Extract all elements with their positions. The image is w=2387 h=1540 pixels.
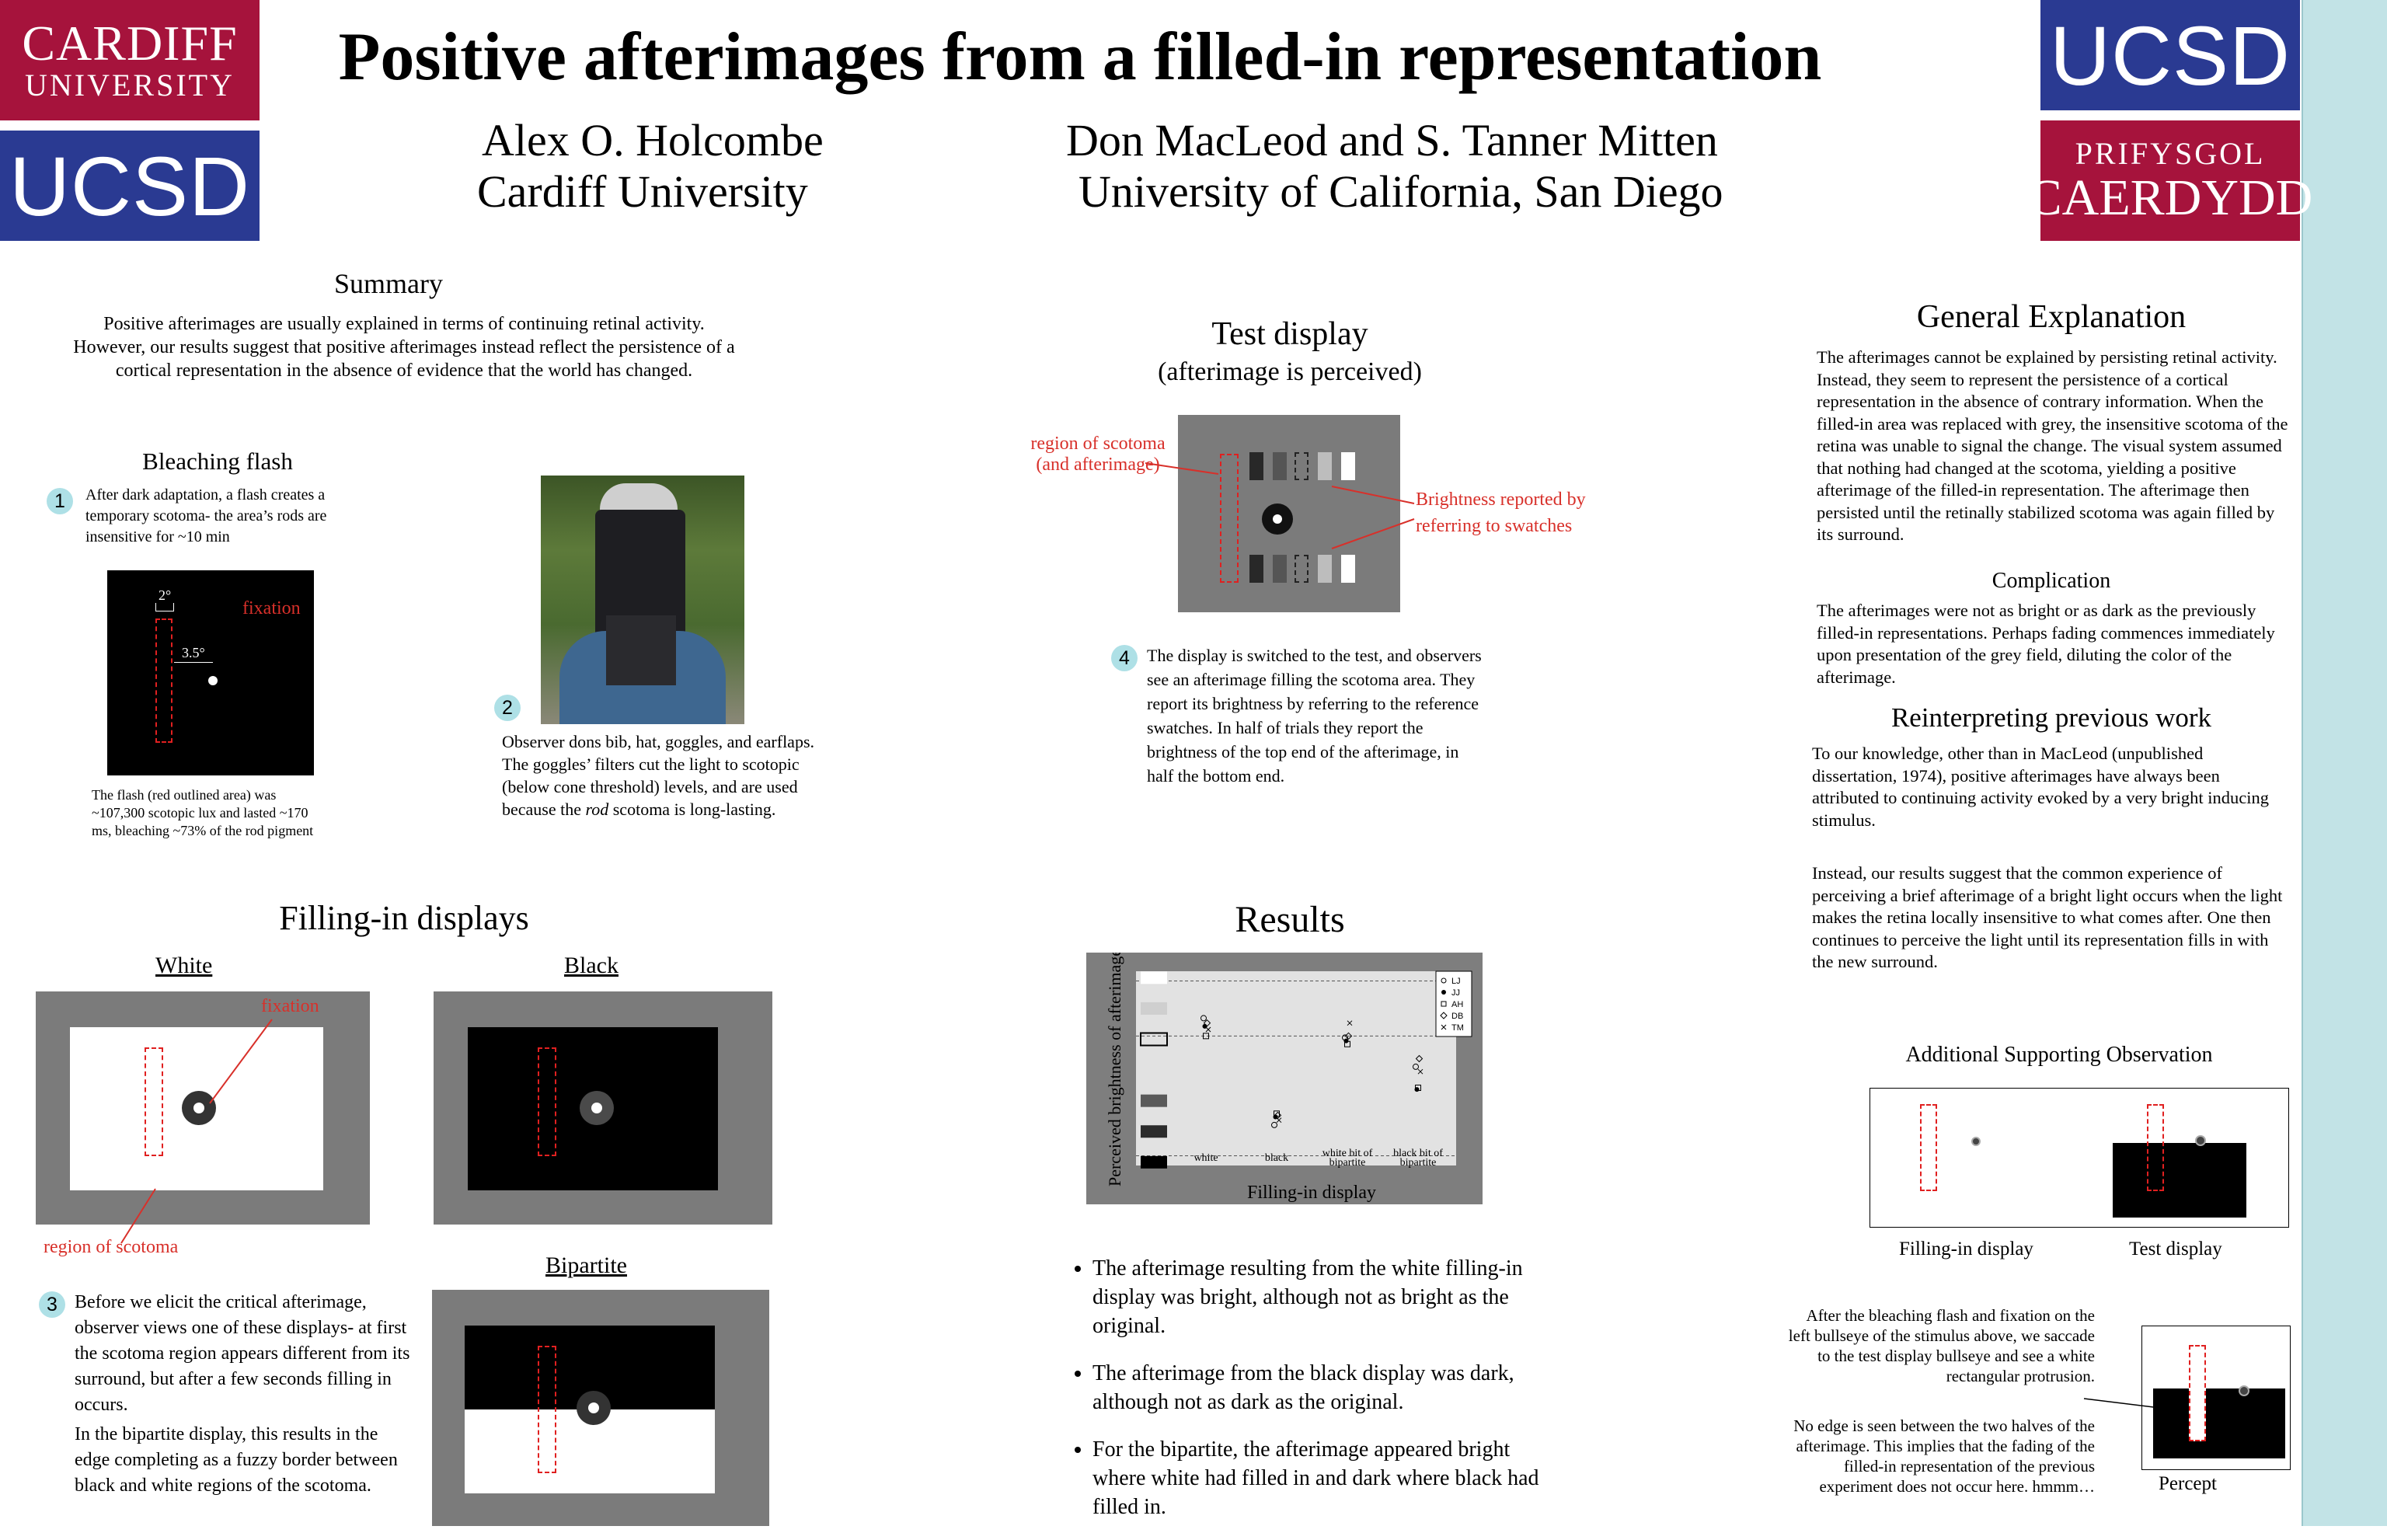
chart-swatch-6 [1141, 1156, 1167, 1169]
chart-ylabel: Perceived brightness of afterimage [1105, 953, 1124, 1187]
author-left-affil: Cardiff University [477, 166, 808, 217]
percept-label: Percept [2159, 1473, 2217, 1494]
chart-xtick-4: black bit of bipartite [1393, 1148, 1443, 1169]
white-fixation-label: fixation [261, 996, 319, 1016]
additional-test-label: Test display [2129, 1239, 2222, 1260]
chart-legend-label-AH: AH [1451, 1000, 1464, 1009]
additional-text-1: After the bleaching flash and fixation on the left bullseye of the stimulus above, we saccade to the test display bullseye and see a white rectangular protrusion. [1788, 1306, 2095, 1385]
fixation-pointer [210, 1019, 272, 1103]
general-heading: General Explanation [1916, 299, 2187, 335]
step-3-badge: 3 [39, 1291, 65, 1318]
chart-legend-label-TM: TM [1451, 1023, 1464, 1033]
ucsd-logo-right: UCSD [2040, 0, 2300, 110]
summary-text: Positive afterimages are usually explained in terms of continuing retinal activity. However, our results suggest that positive afterimages instead reflect the persistence of a cortical representation in the absence of evidence that the world has changed. [73, 314, 735, 381]
complication-text: The afterimages were not as bright or as dark as the previously filled-in representations. Perhaps fading commences immediately upon presentation of the grey field, diluting the color of the afterimage. [1817, 601, 2275, 687]
chart-swatch-5 [1141, 1125, 1167, 1138]
caerdydd-logo: PRIFYSGOL CAERDYDD [2040, 120, 2300, 241]
black-bullseye-center [591, 1103, 602, 1113]
chart-legend-marker-JJ [1441, 990, 1446, 995]
results-bullets [1071, 1254, 1543, 1540]
arrow-brightness-top [1332, 486, 1414, 503]
reinterp-text-2: Instead, our results suggest that the common experience of perceiving a brief afterimage of a bright light occurs when the light makes the retina locally insensitive to what comes after. One then continues to perceive the light until its representation fills in with the new surround. [1812, 863, 2283, 971]
chart-legend-label-LJ: LJ [1451, 977, 1461, 986]
bipartite-scotoma [538, 1346, 556, 1473]
step-3-text-2: In the bipartite display, this results in the edge completing as a fuzzy border between black and white regions of the scotoma. [75, 1424, 398, 1496]
bleach-distance-line [174, 662, 213, 663]
results-chart-svg [1086, 953, 1483, 1204]
author-left-name: Alex O. Holcombe [482, 115, 824, 165]
step-2-text: Observer dons bib, hat, goggles, and earflaps. The goggles’ filters cut the light to scotopic (below cone threshold) levels, and are used because the rod scotoma is long-lasting. [502, 732, 815, 819]
chart-plot-area [1136, 971, 1456, 1165]
percept-protrusion [2189, 1345, 2206, 1441]
side-strip [2302, 0, 2387, 1526]
bipartite-display [432, 1290, 769, 1526]
ucsd-logo-left: UCSD [0, 131, 260, 241]
bleaching-heading: Bleaching flash [142, 448, 293, 475]
test-region-label: region of scotoma (and afterimage) [1030, 434, 1166, 475]
complication-heading: Complication [1991, 569, 2111, 593]
test-display-heading: Test display [1211, 316, 1368, 352]
chart-xtick-3: white bit of bipartite [1322, 1148, 1373, 1169]
percept-pointer-line [2084, 1399, 2185, 1411]
bleaching-caption: The flash (red outlined area) was ~107,300 scotopic lux and lasted ~170 ms, bleaching ~73% of the rod pigment [92, 787, 314, 838]
reinterp-text-1: To our knowledge, other than in MacLeod (unpublished dissertation, 1974), positive afterimages have always been attributed to continuing activity evoked by a very bright inducing stimulus. [1812, 744, 2269, 830]
step-4-badge: 4 [1111, 645, 1138, 671]
author-right-affil: University of California, San Diego [1079, 166, 1723, 217]
author-right-name: Don MacLeod and S. Tanner Mitten [1066, 115, 1718, 165]
black-display [434, 991, 772, 1225]
arrow-region [1145, 463, 1218, 474]
step-1-badge: 1 [47, 488, 73, 514]
percept-bullseye [2239, 1385, 2249, 1396]
add-test-bullseye [2195, 1135, 2206, 1146]
add-fill-scotoma [1920, 1104, 1937, 1191]
filling-heading: Filling-in displays [279, 899, 529, 937]
percept-pointer [2082, 1383, 2191, 1430]
add-test-scotoma [2147, 1104, 2164, 1191]
bleach-width-tick [155, 603, 174, 611]
bleach-fixation-label: fixation [242, 598, 301, 618]
step-3-text-1: Before we elicit the critical afterimage, observer views one of these displays- at first the scotoma region appears different from its surround, but after a few seconds filling in occurs. [75, 1292, 410, 1415]
results-bullet-3: • For the bipartite, the afterimage appeared bright where white had filled in and dark where black had filled in. [1092, 1435, 1543, 1521]
white-fixation-arrow [0, 1002, 389, 1259]
test-display-subheading: (afterimage is perceived) [1158, 357, 1422, 386]
observer-photo [541, 476, 744, 724]
add-fill-bullseye [1971, 1137, 1981, 1146]
summary-heading: Summary [334, 268, 443, 299]
chart-legend-label-DB: DB [1451, 1012, 1464, 1021]
chart-legend [1436, 971, 1472, 1037]
results-heading: Results [1235, 899, 1345, 940]
region-pointer [121, 1189, 155, 1243]
step-1-text: After dark adaptation, a flash creates a temporary scotoma- the area’s rods are insensitive for ~10 min [85, 486, 327, 545]
black-label: Black [564, 953, 619, 978]
reinterp-heading: Reinterpreting previous work [1890, 702, 2212, 733]
chart-xtick-1: white [1194, 1152, 1218, 1164]
results-chart [1086, 953, 1483, 1204]
bleach-deg35-label: 3.5° [182, 645, 205, 660]
chart-swatch-1 [1141, 971, 1167, 984]
general-text: The afterimages cannot be explained by persisting retinal activity. Instead, they seem to represent the persistence of a cortical representation in the absence of contrary information. When the filled-in area was replaced with grey, the insensitive scotoma of the retina was unable to signal the change. The visual system assumed that nothing had changed at the scotoma, yielding a positive afterimage of the filled-in representation. The afterimage then persisted until the retinally stabilized scotoma was again filled by its surround. [1817, 347, 2288, 544]
white-label: White [155, 953, 213, 978]
bipartite-bullseye-center [588, 1402, 599, 1413]
black-scotoma [538, 1047, 556, 1156]
chart-xtick-2: black [1264, 1152, 1289, 1164]
chart-legend-label-JJ: JJ [1451, 988, 1460, 998]
fixation-dot [208, 676, 218, 685]
chart-swatch-2 [1141, 1002, 1167, 1015]
test-brightness-label: Brightness reported by referring to swatches [1416, 490, 1586, 536]
white-region-label: region of scotoma [44, 1237, 179, 1257]
chart-xlabel: Filling-in display [1246, 1183, 1377, 1203]
bleaching-stimulus [107, 570, 314, 775]
additional-text-2: No edge is seen between the two halves of the afterimage. This implies that the fading of the filled-in representation of the previous experiment does not occur here. hmmm… [1793, 1416, 2095, 1496]
cardiff-logo: CARDIFF UNIVERSITY [0, 0, 260, 120]
step-4-text: The display is switched to the test, and observers see an afterimage filling the scotoma area. They report its brightness by referring to the reference swatches. In half of trials they report the brightness of the top end of the afterimage, in half the bottom end. [1147, 646, 1482, 786]
results-bullet-1: • The afterimage resulting from the white filling-in display was bright, although not as bright as the original. [1092, 1254, 1543, 1340]
add-test-black-field [2113, 1143, 2246, 1218]
additional-filling-label: Filling-in display [1899, 1239, 2033, 1260]
additional-heading: Additional Supporting Observation [1905, 1043, 2213, 1067]
bleach-deg2-label: 2° [159, 587, 172, 603]
arrow-brightness-bottom [1332, 519, 1414, 549]
bipartite-label: Bipartite [545, 1253, 627, 1278]
test-display-arrows [1134, 435, 1430, 575]
chart-swatch-4 [1141, 1095, 1167, 1107]
bleach-region [155, 618, 172, 743]
results-bullet-2: • The afterimage from the black display was dark, although not as dark as the original. [1092, 1359, 1543, 1416]
observer-bib [606, 615, 676, 685]
additional-figure [1870, 1088, 2289, 1228]
poster-title: Positive afterimages from a filled-in representation [338, 19, 1822, 95]
step-2-badge: 2 [494, 695, 521, 721]
